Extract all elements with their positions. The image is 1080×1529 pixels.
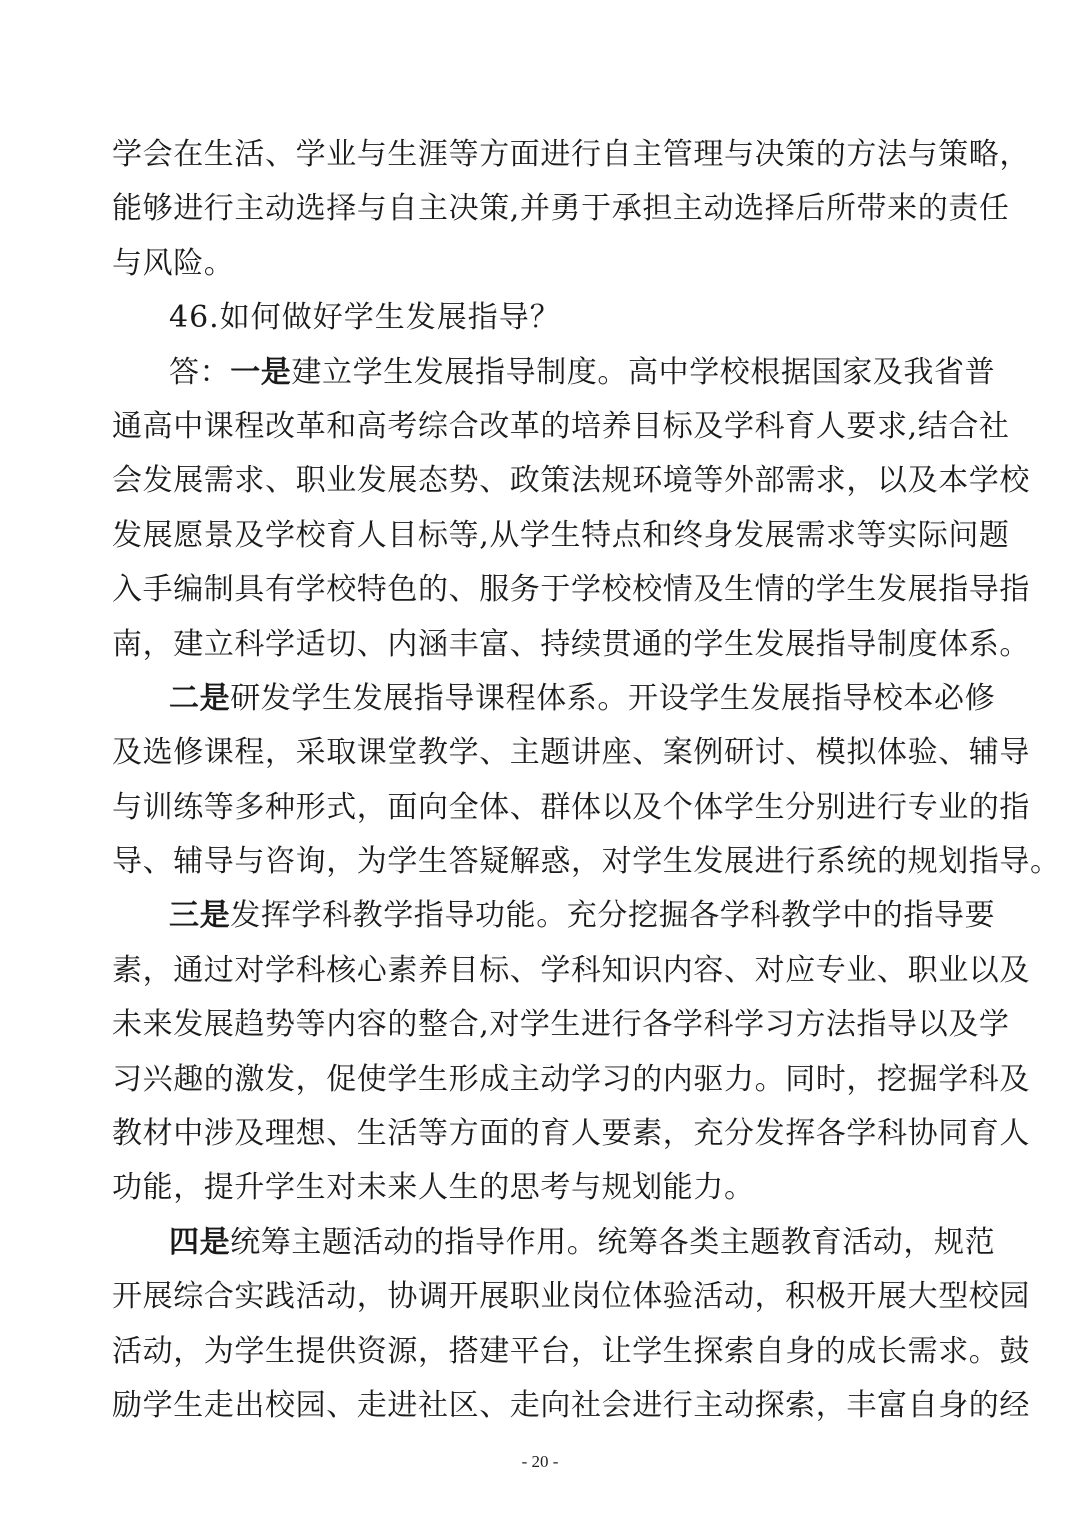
section1-line: 会发展需求、职业发展态势、政策法规环境等外部需求，以及本学校 (112, 463, 1030, 499)
section2-line: 及选修课程，采取课堂教学、主题讲座、案例研讨、模拟体验、辅导 (112, 735, 1030, 771)
page-number: - 20 - (521, 1452, 559, 1471)
answer-prefix: 答： (169, 354, 231, 390)
section2-first-line (112, 672, 996, 726)
section3-line: 未来发展趋势等内容的整合,对学生进行各学科学习方法指导以及学 (112, 1007, 1010, 1043)
intro-line-2: 能够进行主动选择与自主决策,并勇于承担主动选择后所带来的责任 (112, 191, 1010, 227)
section2-line: 与训练等多种形式，面向全体、群体以及个体学生分别进行专业的指 (112, 789, 1030, 825)
section1-first-text: 建立学生发展指导制度。高中学校根据国家及我省普 (291, 354, 996, 390)
intro-line-3: 与风险。 (112, 245, 235, 281)
section1-line: 南，建立科学适切、内涵丰富、持续贯通的学生发展指导制度体系。 (112, 626, 1030, 662)
section3-line: 习兴趣的激发，促使学生形成主动学习的内驱力。同时，挖掘学科及 (112, 1061, 1030, 1097)
section4-line: 活动，为学生提供资源，搭建平台，让学生探索自身的成长需求。鼓 (112, 1333, 1030, 1369)
section3-first-line (112, 889, 996, 943)
section4-first-text: 统筹主题活动的指导作用。统筹各类主题教育活动，规范 (230, 1224, 996, 1260)
section2-keyword: 二是 (169, 680, 231, 716)
section1-first-line (112, 346, 996, 400)
section2-line: 导、辅导与咨询，为学生答疑解惑，对学生发展进行系统的规划指导。 (112, 844, 1061, 880)
section1-line: 通高中课程改革和高考综合改革的培养目标及学科育人要求,结合社 (112, 408, 1010, 444)
section4-keyword: 四是 (169, 1224, 231, 1260)
section3-line: 素，通过对学科核心素养目标、学科知识内容、对应专业、职业以及 (112, 952, 1030, 988)
section4-line: 励学生走出校园、走进社区、走向社会进行主动探索，丰富自身的经 (112, 1387, 1030, 1423)
section4-first-line (112, 1216, 996, 1270)
section3-line: 教材中涉及理想、生活等方面的育人要素，充分发挥各学科协同育人 (112, 1116, 1030, 1152)
section1-line: 入手编制具有学校特色的、服务于学校校情及生情的学生发展指导指 (112, 572, 1030, 608)
section3-keyword: 三是 (169, 898, 231, 934)
intro-line-1: 学会在生活、学业与生涯等方面进行自主管理与决策的方法与策略， (112, 137, 1030, 172)
section3-line: 功能，提升学生对未来人生的思考与规划能力。 (112, 1170, 755, 1206)
section3-first-text: 发挥学科教学指导功能。充分挖掘各学科教学中的指导要 (230, 898, 996, 934)
section2-first-text: 研发学生发展指导课程体系。开设学生发展指导校本必修 (230, 680, 996, 716)
question-heading: 46.如何做好学生发展指导？ (169, 300, 561, 336)
section1-keyword: 一是 (230, 354, 292, 390)
document-body (112, 128, 1061, 1433)
section1-line: 发展愿景及学校育人目标等,从学生特点和终身发展需求等实际问题 (112, 517, 1010, 553)
section4-line: 开展综合实践活动，协调开展职业岗位体验活动，积极开展大型校园 (112, 1279, 1030, 1315)
